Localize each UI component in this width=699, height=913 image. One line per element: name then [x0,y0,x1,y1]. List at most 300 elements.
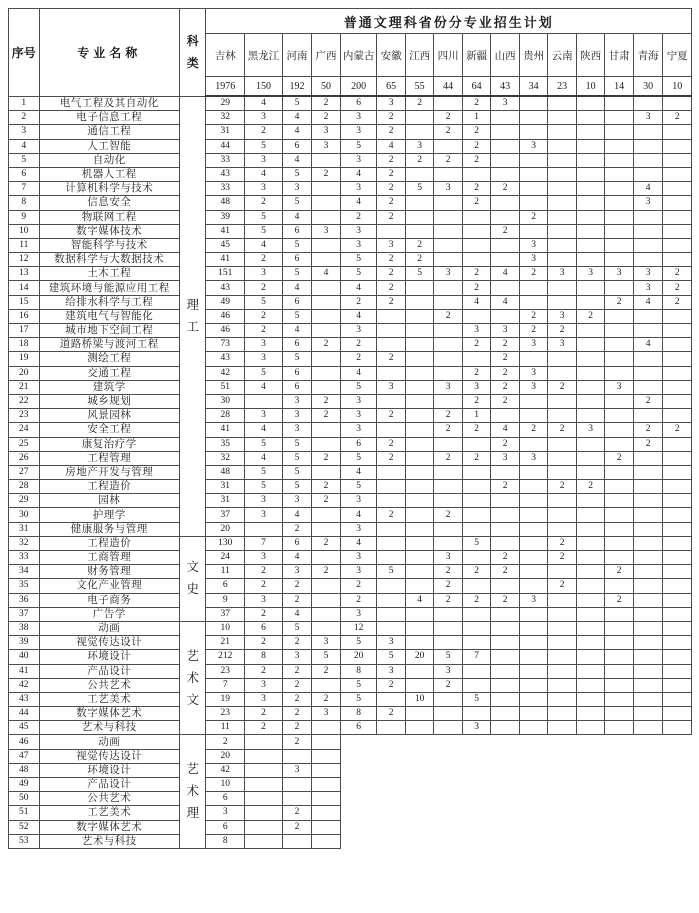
row-seq: 52 [9,820,40,834]
plan-cell: 6 [206,579,245,593]
plan-cell: 2 [434,423,463,437]
row-seq: 13 [9,267,40,281]
plan-cell [633,409,663,423]
plan-cell [633,309,663,323]
plan-cell: 49 [206,295,245,309]
major-name: 机器人工程 [39,167,179,181]
plan-cell [605,692,634,706]
major-name: 动画 [39,735,179,749]
major-name: 动画 [39,621,179,635]
row-seq: 38 [9,621,40,635]
plan-cell: 3 [245,551,283,565]
plan-cell [312,238,341,252]
plan-cell [605,437,634,451]
plan-cell [434,96,463,111]
plan-cell: 5 [282,437,312,451]
plan-cell [434,210,463,224]
plan-cell: 2 [462,196,491,210]
plan-cell: 48 [206,196,245,210]
plan-cell [491,153,520,167]
province-total-cell: 23 [548,77,577,97]
plan-cell: 4 [340,167,377,181]
plan-cell [245,763,283,777]
plan-cell [576,196,605,210]
plan-cell: 2 [405,96,434,111]
plan-cell [605,167,634,181]
plan-cell: 4 [282,210,312,224]
plan-cell [548,636,577,650]
province-header: 吉林 [206,34,245,77]
plan-cell: 2 [340,338,377,352]
plan-cell [663,210,692,224]
plan-cell [576,678,605,692]
table-row [9,309,692,323]
plan-cell [605,409,634,423]
province-total-cell: 10 [576,77,605,97]
category-label-char: 史 [186,582,199,597]
plan-cell [312,508,341,522]
table-row [9,806,692,820]
plan-cell: 2 [312,565,341,579]
plan-cell [663,551,692,565]
major-name: 电气工程及其自动化 [39,96,179,111]
plan-cell [434,636,463,650]
plan-cell [405,480,434,494]
plan-cell: 2 [377,409,406,423]
plan-cell: 2 [519,210,548,224]
plan-cell: 2 [340,210,377,224]
row-seq: 39 [9,636,40,650]
plan-cell: 8 [340,707,377,721]
plan-cell [312,366,341,380]
plan-cell [633,451,663,465]
plan-cell: 35 [206,437,245,451]
plan-cell [663,366,692,380]
plan-cell [405,721,434,735]
row-seq: 25 [9,437,40,451]
plan-cell [434,536,463,550]
plan-cell [312,621,341,635]
plan-cell [576,238,605,252]
plan-cell [405,508,434,522]
plan-cell [312,437,341,451]
plan-cell [663,125,692,139]
plan-cell [519,111,548,125]
plan-cell [491,508,520,522]
plan-cell [377,224,406,238]
plan-cell [434,338,463,352]
plan-cell [491,210,520,224]
plan-cell [548,621,577,635]
plan-cell: 2 [633,437,663,451]
plan-cell [633,607,663,621]
plan-cell: 2 [312,338,341,352]
plan-cell [548,394,577,408]
plan-cell: 2 [605,295,634,309]
major-name: 建筑环境与能源应用工程 [39,281,179,295]
plan-cell [576,281,605,295]
plan-cell: 6 [206,792,245,806]
plan-cell [282,834,312,848]
table-row [9,721,692,735]
plan-cell: 37 [206,607,245,621]
plan-cell [312,721,341,735]
plan-cell: 10 [206,621,245,635]
plan-cell [605,224,634,238]
major-name: 交通工程 [39,366,179,380]
plan-cell [434,196,463,210]
plan-cell: 3 [340,551,377,565]
plan-cell [377,607,406,621]
plan-cell [576,664,605,678]
plan-cell [576,565,605,579]
plan-cell: 2 [434,593,463,607]
plan-cell: 2 [491,593,520,607]
plan-cell [491,636,520,650]
province-total-cell: 44 [434,77,463,97]
plan-cell: 5 [282,167,312,181]
plan-cell: 2 [282,678,312,692]
major-name: 建筑电气与智能化 [39,309,179,323]
plan-cell: 5 [282,238,312,252]
plan-cell [377,309,406,323]
plan-cell: 43 [206,352,245,366]
plan-cell: 4 [282,153,312,167]
plan-cell [605,522,634,536]
plan-cell: 3 [340,565,377,579]
plan-cell: 2 [633,394,663,408]
plan-cell: 2 [245,281,283,295]
plan-cell [576,437,605,451]
major-name: 道路桥梁与渡河工程 [39,338,179,352]
plan-cell: 2 [605,451,634,465]
plan-cell: 45 [206,238,245,252]
row-seq: 22 [9,394,40,408]
category-label-char: 文 [186,692,199,707]
plan-cell [312,834,341,848]
province-total-cell: 34 [519,77,548,97]
plan-cell [605,238,634,252]
plan-cell [377,551,406,565]
plan-cell: 5 [245,465,283,479]
plan-cell [405,281,434,295]
plan-cell: 2 [282,820,312,834]
plan-cell [605,352,634,366]
plan-cell [377,324,406,338]
plan-cell [462,607,491,621]
category-label-char: 术 [186,670,199,685]
plan-cell [548,678,577,692]
major-name: 数据科学与大数据技术 [39,253,179,267]
plan-cell: 2 [312,664,341,678]
plan-cell [605,309,634,323]
plan-cell [633,324,663,338]
table-row [9,551,692,565]
plan-cell: 4 [245,451,283,465]
category-label [179,735,205,849]
plan-cell: 2 [462,182,491,196]
plan-cell: 2 [312,692,341,706]
plan-cell [312,253,341,267]
plan-cell [633,96,663,111]
plan-cell: 4 [282,508,312,522]
plan-cell [312,153,341,167]
table-row [9,451,692,465]
plan-cell: 3 [377,238,406,252]
plan-cell [434,522,463,536]
plan-cell: 4 [405,593,434,607]
plan-cell [405,210,434,224]
plan-cell [605,394,634,408]
plan-cell: 1 [462,409,491,423]
plan-cell: 4 [340,465,377,479]
plan-cell: 2 [548,536,577,550]
plan-cell [282,792,312,806]
plan-cell [434,480,463,494]
plan-cell: 3 [519,238,548,252]
plan-cell [434,352,463,366]
plan-cell [633,650,663,664]
plan-cell [663,182,692,196]
plan-cell: 5 [405,182,434,196]
plan-cell [405,338,434,352]
plan-cell: 3 [519,253,548,267]
plan-cell: 2 [282,593,312,607]
plan-cell [491,536,520,550]
plan-cell: 3 [245,409,283,423]
plan-cell [663,636,692,650]
plan-cell [405,394,434,408]
province-header: 广西 [312,34,341,77]
plan-cell [312,735,341,749]
plan-cell: 4 [340,281,377,295]
plan-cell: 19 [206,692,245,706]
row-seq: 4 [9,139,40,153]
plan-cell: 4 [282,125,312,139]
plan-cell [605,196,634,210]
plan-cell: 2 [377,352,406,366]
plan-cell: 4 [282,324,312,338]
plan-cell [245,806,283,820]
row-seq: 33 [9,551,40,565]
plan-cell: 5 [282,267,312,281]
plan-cell [576,167,605,181]
plan-cell: 3 [377,636,406,650]
plan-cell [491,650,520,664]
plan-cell [663,380,692,394]
plan-cell: 5 [282,96,312,111]
province-header: 黑龙江 [245,34,283,77]
table-row [9,153,692,167]
plan-cell: 2 [548,579,577,593]
plan-cell [405,678,434,692]
plan-cell [312,792,341,806]
plan-cell: 5 [340,253,377,267]
row-seq: 42 [9,678,40,692]
plan-cell: 3 [340,111,377,125]
plan-cell [548,607,577,621]
plan-cell [576,621,605,635]
province-header: 青海 [633,34,663,77]
plan-cell [312,465,341,479]
table-header [9,9,692,97]
plan-cell [245,834,283,848]
plan-cell [548,182,577,196]
plan-cell [576,338,605,352]
plan-cell: 3 [245,678,283,692]
table-row [9,394,692,408]
plan-cell: 2 [434,153,463,167]
empty-region [340,792,691,806]
plan-cell: 2 [377,111,406,125]
plan-cell [491,281,520,295]
table-row [9,778,692,792]
plan-cell: 2 [663,281,692,295]
plan-cell: 48 [206,465,245,479]
plan-cell: 2 [491,551,520,565]
plan-cell: 5 [245,366,283,380]
plan-cell [633,508,663,522]
major-column-header: 专业名称 [39,9,179,97]
plan-cell [434,607,463,621]
plan-cell: 6 [340,437,377,451]
major-name: 智能科学与技术 [39,238,179,252]
plan-cell: 4 [462,295,491,309]
plan-cell: 3 [340,494,377,508]
plan-cell: 33 [206,153,245,167]
plan-cell [548,281,577,295]
plan-cell [434,494,463,508]
plan-cell: 5 [282,352,312,366]
category-label-char: 艺 [186,648,199,663]
plan-cell [633,139,663,153]
major-name: 数字媒体艺术 [39,707,179,721]
plan-cell: 3 [245,182,283,196]
row-seq: 2 [9,111,40,125]
plan-cell [576,96,605,111]
province-header: 陕西 [576,34,605,77]
plan-cell: 4 [282,281,312,295]
plan-cell [605,678,634,692]
plan-cell: 3 [519,139,548,153]
row-seq: 6 [9,167,40,181]
plan-cell [491,721,520,735]
major-name: 建筑学 [39,380,179,394]
plan-cell [491,111,520,125]
category-column-header [179,9,205,97]
plan-cell [605,96,634,111]
plan-cell [663,324,692,338]
plan-cell: 3 [282,650,312,664]
plan-cell: 20 [206,522,245,536]
plan-cell: 2 [377,451,406,465]
plan-cell [576,551,605,565]
row-seq: 36 [9,593,40,607]
plan-cell: 33 [206,182,245,196]
plan-cell [576,409,605,423]
plan-cell: 6 [245,621,283,635]
plan-cell [462,636,491,650]
plan-cell: 3 [434,267,463,281]
plan-cell [405,423,434,437]
plan-cell [519,394,548,408]
plan-cell: 3 [548,267,577,281]
plan-cell: 3 [340,409,377,423]
plan-cell [491,238,520,252]
major-name: 给排水科学与工程 [39,295,179,309]
plan-cell: 1 [462,111,491,125]
plan-cell: 2 [605,565,634,579]
plan-cell [576,607,605,621]
plan-cell: 2 [245,196,283,210]
table-row [9,111,692,125]
plan-cell [405,565,434,579]
plan-cell [519,607,548,621]
plan-cell [548,494,577,508]
plan-cell: 3 [548,309,577,323]
plan-cell: 4 [633,295,663,309]
plan-cell: 5 [340,692,377,706]
plan-cell [312,593,341,607]
plan-cell [312,423,341,437]
plan-cell [491,621,520,635]
plan-cell [633,678,663,692]
plan-cell: 3 [340,607,377,621]
plan-cell [663,167,692,181]
plan-cell: 5 [340,678,377,692]
plan-cell [663,352,692,366]
plan-cell [663,494,692,508]
plan-cell: 3 [245,267,283,281]
plan-cell [462,167,491,181]
plan-cell [633,636,663,650]
row-seq: 18 [9,338,40,352]
row-seq: 5 [9,153,40,167]
category-label-char: 术 [186,784,199,799]
plan-cell: 2 [605,593,634,607]
plan-cell [663,707,692,721]
plan-cell: 2 [491,366,520,380]
plan-cell [576,380,605,394]
plan-cell: 3 [377,380,406,394]
plan-cell [548,111,577,125]
table-row [9,182,692,196]
plan-cell: 3 [340,324,377,338]
plan-cell: 2 [405,153,434,167]
plan-cell [434,139,463,153]
plan-cell: 2 [663,267,692,281]
plan-cell [548,522,577,536]
plan-cell: 3 [377,96,406,111]
plan-cell: 2 [462,565,491,579]
plan-cell: 3 [340,182,377,196]
table-row [9,210,692,224]
plan-cell [312,763,341,777]
row-seq: 15 [9,295,40,309]
plan-cell: 3 [434,664,463,678]
plan-cell [548,253,577,267]
plan-cell [605,551,634,565]
plan-cell: 2 [462,96,491,111]
plan-cell [377,465,406,479]
province-total-cell: 14 [605,77,634,97]
plan-cell: 7 [245,536,283,550]
row-seq: 48 [9,763,40,777]
plan-cell [663,153,692,167]
plan-cell [519,465,548,479]
plan-cell [312,522,341,536]
plan-cell: 30 [206,394,245,408]
